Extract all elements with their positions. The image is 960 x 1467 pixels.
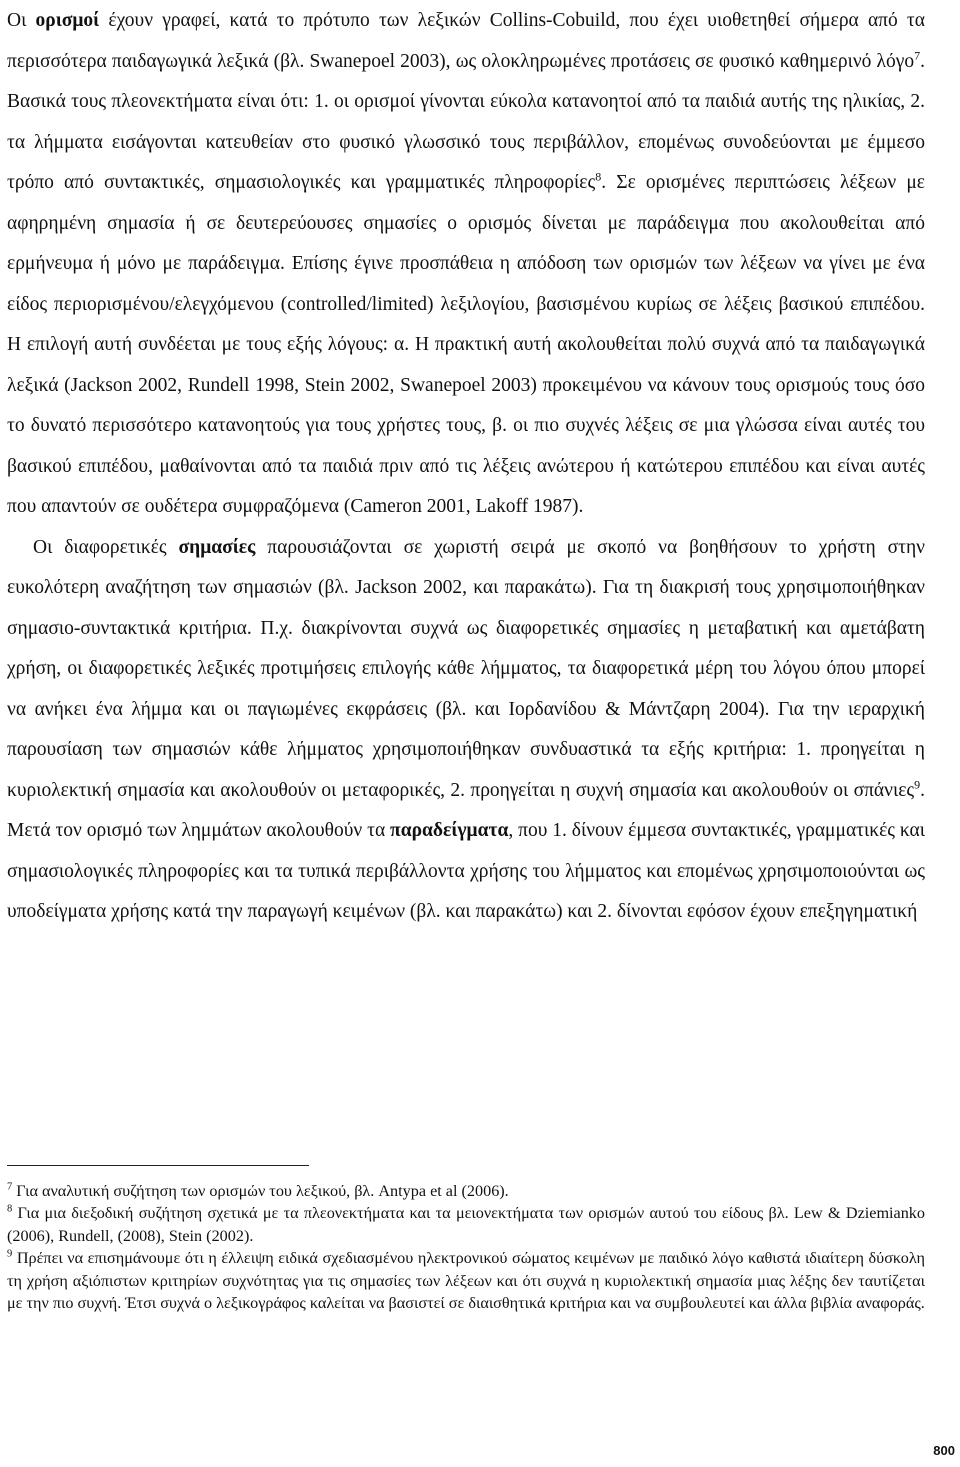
text-run: Οι διαφορετικές [33, 536, 179, 558]
text-run: Οι [7, 10, 36, 31]
footnotes [7, 1180, 925, 1314]
paragraph-senses [7, 528, 925, 933]
footnote-ref-9[interactable]: 9 [914, 777, 921, 791]
footnote-ref-8[interactable]: 8 [595, 169, 602, 184]
text-run: . Σε ορισμένες περιπτώσεις λέξεων με αφηρημένη σημασία ή σε δευτερεύουσες σημασίες ο ορισμός δίνεται με παράδειγμα που ακολουθείται από ερμήνευμα ή μόνο με παράδειγμα. Επίσης έγινε προσπάθεια η απόδοση των ορισμών των λέξεων να γίνει με ένα είδος περιορισμένου/ελεγχόμενου (controlled/limited) λεξιλογίου, βασισμένου κυρίως σε λέξεις βασικού επιπέδου. Η επιλογή αυτή συνδέεται με τους εξής λόγους: α. Η πρακτική αυτή ακολουθείται πολύ συχνά από τα παιδαγωγικά λεξικά (Jackson 2002, Rundell 1998, Stein 2002, Swanepoel 2003) προκειμένου να κάνουν τους ορισμούς τους όσο το δυνατό περισσότερο κατανοητούς για τους χρήστες τους, β. οι πιο συχνές λέξεις σε μια γλώσσα είναι αυτές του βασικού επιπέδου, μαθαίνονται από τα παιδιά πριν από τις λέξεις ανώτερου ή κατώτερου επιπέδου και είναι αυτές που απαντούν σε ουδέτερα συμφραζόμενα (Cameron 2001, Lakoff 1987). [7, 172, 925, 517]
body-text [7, 1, 925, 933]
text-run: . Βασικά τους πλεονεκτήματα είναι ότι: 1. οι ορισμοί γίνονται εύκολα κατανοητοί από τα παιδιά αυτής της ηλικίας, 2. τα λήμματα εισάγονται κατευθείαν στο φυσικό γλωσσικό τους περιβάλλον, επομένως συνοδεύονται με έμμεσο τρόπο από συντακτικές, σημασιολογικές και γραμματικές πληροφορίες [7, 50, 925, 193]
footnote-number: 7 [7, 1181, 13, 1193]
footnote-number: 9 [7, 1248, 13, 1260]
footnote-text: Πρέπει να επισημάνουμε ότι η έλλειψη ειδικά σχεδιασμένου ηλεκτρονικού σώματος κειμένων με παιδικό λόγο καθιστά ιδιαίτερη δύσκολη τη χρήση αξιόπιστων κριτηρίων συχνότητας για τις σημασίες των λέξεων και ότι συχνά η κυριολεκτική σημασία μιας λέξης δεν ταυτίζεται με την πιο συχνή. Έτσι συχνά ο λεξικογράφος καλείται να βασιστεί σε διαισθητικά κριτήρια και να συμβουλευτεί και άλλα βιβλία αναφοράς. [7, 1249, 925, 1313]
text-run: παρουσιάζονται σε χωριστή σειρά με σκοπό να βοηθήσουν το χρήστη στην ευκολότερη αναζήτηση των σημασιών (βλ. Jackson 2002, και παρακάτω). Για τη διακρισή τους χρησιμοποιήθηκαν σημασιο-συντακτικά κριτήρια. Π.χ. διακρίνονται συχνά ως διαφορετικές σημασίες η μεταβατική και αμετάβατη χρήση, οι διαφορετικές λεξικές προτιμήσεις επιλογής κάθε λήμματος, τα διαφορετικά μέρη του λόγου όπου μπορεί να ανήκει ένα λήμμα και οι παγιωμένες εκφράσεις (βλ. και Ιορδανίδου & Μάντζαρη 2004). Για την ιεραρχική παρουσίαση των σημασιών κάθε λήμματος χρησιμοποιήθηκαν συνδυαστικά τα εξής κριτήρια: 1. προηγείται η κυριολεκτική σημασία και ακολουθούν οι μεταφορικές, 2. προηγείται η συχνή σημασία και ακολουθούν οι σπάνιες [7, 536, 925, 801]
footnote-text: Για αναλυτική συζήτηση των ορισμών του λεξικού, βλ. Antypa et al (2006). [12, 1182, 509, 1200]
text-run: . Μετά τον ορισμό των λημμάτων ακολουθούν τα [7, 779, 925, 841]
footnote-ref-7[interactable]: 7 [914, 48, 921, 62]
footnote-text: Για μια διεξοδική συζήτηση σχετικά με τα πλεονεκτήματα και τα μειονεκτήματα των ορισμών αυτού του είδους βλ. Lew & Dziemianko (2006), Rundell, (2008), Stein (2002). [7, 1204, 925, 1245]
term-senses: σημασίες [178, 536, 256, 558]
footnote-number: 8 [7, 1204, 13, 1216]
footnote-8 [7, 1202, 925, 1247]
text-run: , που 1. δίνουν έμμεσα συντακτικές, γραμματικές και σημασιολογικές πληροφορίες και τα τυπικά περιβάλλοντα χρήσης του λήμματος και επομένως χρησιμοποιούνται ως υποδείγματα χρήσης κατά την παραγωγή κειμένων (βλ. και παρακάτω) και 2. δίνονται εφόσον έχουν επεξηγηματική [7, 820, 925, 922]
term-definitions: ορισμοί [35, 10, 100, 31]
paragraph-definitions [7, 1, 925, 528]
footnote-separator [7, 1165, 309, 1166]
term-examples: παραδείγματα [390, 820, 509, 841]
text-run: έχουν γραφεί, κατά το πρότυπο των λεξικών Collins-Cobuild, που έχει υιοθετηθεί σήμερα από τα περισσότερα παιδαγωγικά λεξικά (βλ. Swanepoel 2003), ως ολοκληρωμένες προτάσεις σε φυσικό καθημερινό λόγο [7, 10, 925, 72]
footnote-7 [7, 1180, 925, 1202]
footnote-9 [7, 1247, 925, 1314]
page-number: 800 [933, 1443, 955, 1458]
